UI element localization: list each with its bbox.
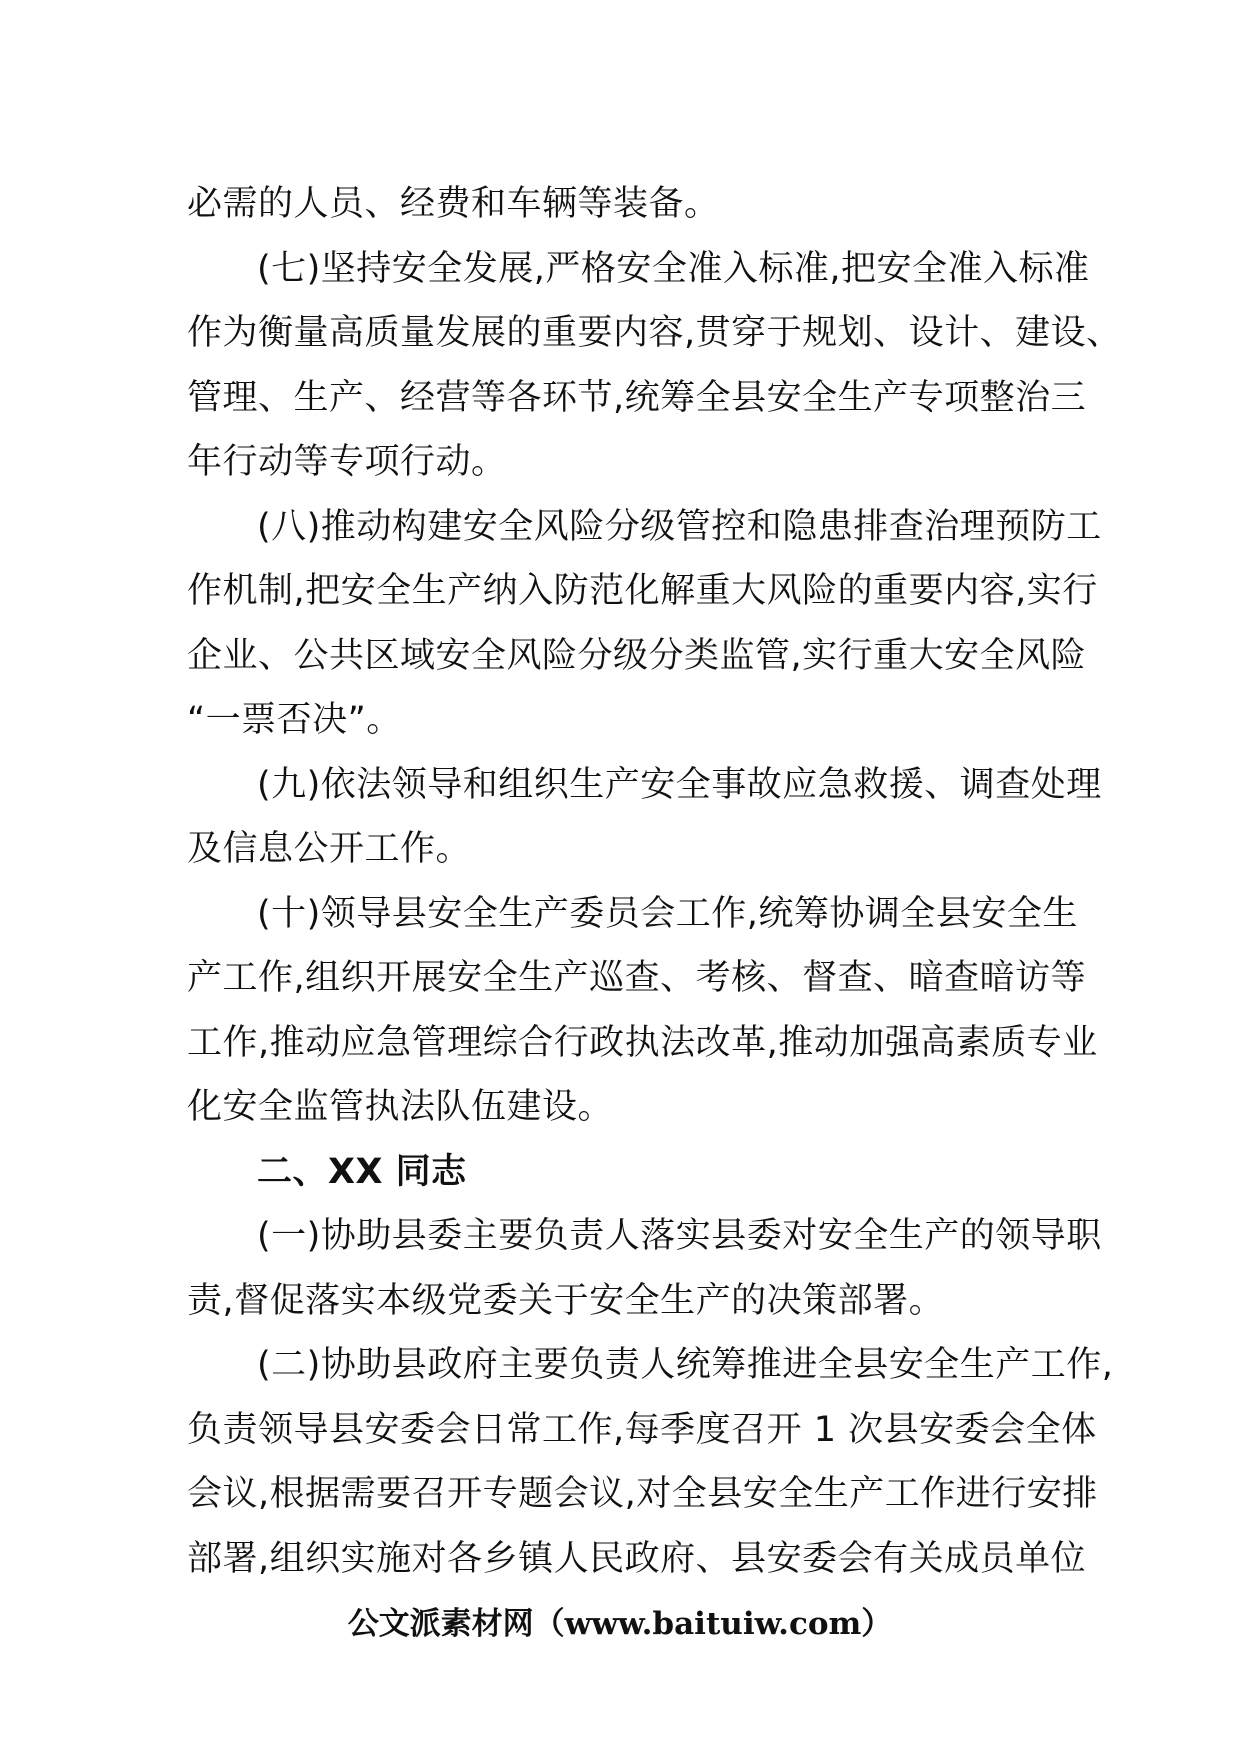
text-line: 作为衡量高质量发展的重要内容,贯穿于规划、设计、建设、 [187,313,1122,353]
text-line: (一)协助县委主要负责人落实县委对安全生产的领导职 [257,1216,1102,1256]
text-line: (十)领导县安全生产委员会工作,统筹协调全县安全生 [257,893,1078,934]
text-line: 部署,组织实施对各乡镇人民政府、县安委会有关成员单位 [187,1538,1087,1579]
text-line: 作机制,把安全生产纳入防范化解重大风险的重要内容,实行 [187,571,1098,611]
text-line: 管理、生产、经营等各环节,统筹全县安全生产专项整治三 [187,377,1087,418]
text-line: 工作,推动应急管理综合行政执法改革,推动加强高素质专业 [187,1022,1098,1063]
text-line: (二)协助县政府主要负责人统筹推进全县安全生产工作, [257,1345,1114,1385]
text-line: 责,督促落实本级党委关于安全生产的决策部署。 [187,1280,945,1321]
text-line: 化安全监管执法队伍建设。 [187,1087,614,1127]
text-line: “一票否决”。 [187,700,402,740]
text-line: 企业、公共区域安全风险分级分类监管,实行重大安全风险 [187,635,1087,676]
text-line: 年行动等专项行动。 [187,442,507,482]
text-line: (九)依法领导和组织生产安全事故应急救援、调查处理 [257,764,1102,805]
text-line: (七)坚持安全发展,严格安全准入标准,把安全准入标准 [257,248,1090,289]
section-heading: 二、XX 同志 [257,1151,467,1192]
text-line: 负责领导县安委会日常工作,每季度召开 1 次县安委会全体 [187,1409,1097,1450]
text-line: (八)推动构建安全风险分级管控和隐患排查治理预防工 [257,506,1102,547]
text-line: 会议,根据需要召开专题会议,对全县安全生产工作进行安排 [187,1474,1098,1514]
text-line: 及信息公开工作。 [187,829,472,869]
footer-source-text: 公文派素材网（www.baituiw.com） [347,1606,893,1642]
text-line: 必需的人员、经费和车辆等装备。 [187,184,720,224]
document-body [187,172,1122,1591]
text-line: 产工作,组织开展安全生产巡查、考核、督查、暗查暗访等 [187,958,1087,998]
